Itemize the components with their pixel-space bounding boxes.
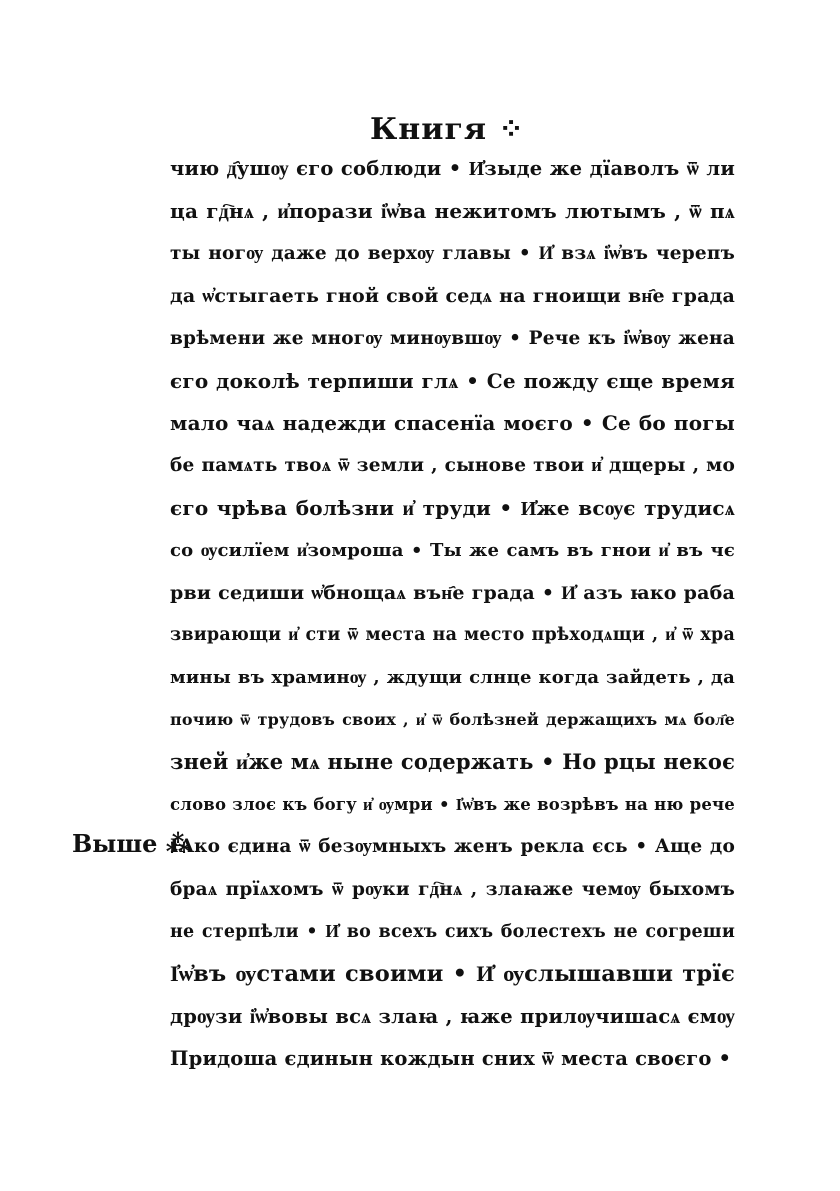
text-line: Придоша єдинын кождын сних ѿ места своєго •: [170, 1047, 732, 1071]
text-line: да ѡ҆стыгаеть гной свой седѧ на гноищи вн҄е града: [170, 285, 735, 308]
text-line: почию ѿ трудовъ своих , и҆ ѿ болѣзней держащихъ мѧ бол҄е: [170, 710, 735, 730]
body-text: [170, 148, 735, 1081]
text-line: рви седиши ѡ҆бнощаѧ вън҄е града • И҆ азъ ꙗко раба: [170, 581, 735, 604]
text-line: чию д҄ушѹ єго соблюди • И҆зыде же дїаволъ ѿ ли: [170, 157, 735, 180]
text-line: не стерпѣли • И҆ во всехъ сихъ болестехъ не согреши: [170, 922, 735, 943]
text-line: зней и҆же мѧ ныне содержать • Но рцы некоє: [170, 749, 736, 775]
text-line: єго чрѣва болѣзни и҆ труди • И҆же всѹє трудисѧ: [170, 496, 735, 521]
text-line: Ꙗко єдина ѿ безѹмныхъ женъ рекла єсь • Аще до: [170, 836, 735, 858]
text-line: дрѹзи і҆ѡ҆вовы всѧ злаꙗ , ꙗже прилѹчишасѧ ємѹ: [170, 1004, 735, 1028]
text-line: слово злоє къ богу и҆ ѹмри • І҆ѡ҆въ же возрѣвъ на ню рече: [170, 794, 735, 814]
running-head: Книгя ⁘: [370, 112, 525, 147]
text-line: со ѹсилїем и҆зомроша • Ты же самъ въ гнои и҆ въ чє: [170, 539, 735, 561]
text-line: браѧ прїѧхомъ ѿ рѹки гд҇нѧ , злаꙗже чемѹ быхомъ: [170, 878, 735, 900]
text-line: мало чаѧ надежди спасенїа моєго • Се бо погы: [170, 411, 735, 436]
text-line: мины въ храминѹ , ждущи слнце когда зайдеть , да: [170, 666, 735, 688]
text-line: ты ногѹ даже до верхѹ главы • И҆ взѧ і҆ѡ҆въ черепъ: [170, 242, 735, 264]
text-line: врѣмени же многѹ минѹвшѹ • Рече къ і҆ѡ҆вѹ жена: [170, 327, 735, 349]
text-line: І҆ѡ҆въ ѹстами своими • И҆ ѹслышавши трїє: [170, 961, 735, 988]
text-line: ца гд҇нѧ , и҆порази і҆ѡ҆ва нежитомъ лютымъ , ѿ пѧ: [170, 199, 735, 224]
text-line: звирающи и҆ сти ѿ места на место прѣходѧщи , и҆ ѿ хра: [170, 625, 735, 646]
text-line: бе памѧть твоѧ ѿ земли , сынове твои и҆ дщеры , мо: [170, 454, 735, 476]
text-line: єго доколѣ терпиши глѧ • Се пожду єще время: [170, 368, 735, 393]
marginal-note: Выше ⁂: [72, 829, 191, 858]
